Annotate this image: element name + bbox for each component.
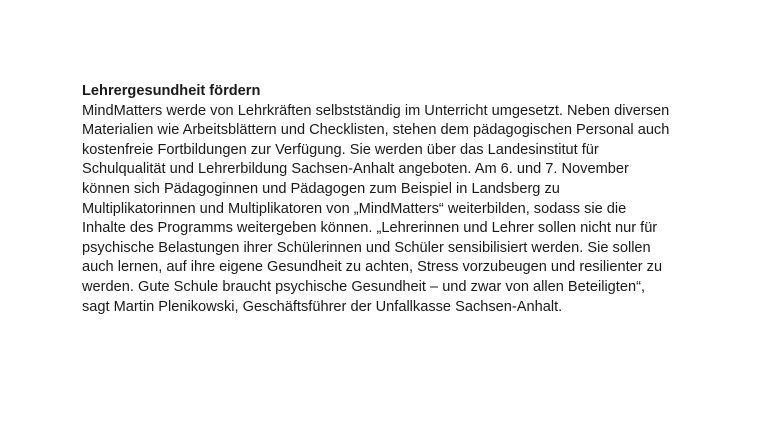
- article-body: [82, 102, 692, 318]
- body-line: MindMatters werde von Lehrkräften selbstständig im Unterricht umgesetzt. Neben diversen: [82, 102, 670, 119]
- body-line: Materialien wie Arbeitsblättern und Checklisten, stehen dem pädagogischen Personal auch: [82, 122, 670, 139]
- body-line: sagt Martin Plenikowski, Geschäftsführer der Unfallkasse Sachsen-Anhalt.: [82, 298, 563, 315]
- body-line: werden. Gute Schule braucht psychische Gesundheit – und zwar von allen Beteiligten“,: [82, 278, 645, 295]
- body-line: psychische Belastungen ihrer Schülerinnen und Schüler sensibilisiert werden. Sie sollen: [82, 239, 651, 256]
- body-line: Schulqualität und Lehrerbildung Sachsen-Anhalt angeboten. Am 6. und 7. November: [82, 161, 629, 178]
- body-line: Inhalte des Programms weitergeben können. „Lehrerinnen und Lehrer sollen nicht nur für: [82, 220, 658, 237]
- article-heading: Lehrergesundheit fördern: [82, 83, 261, 99]
- body-line: können sich Pädagoginnen und Pädagogen zum Beispiel in Landsberg zu: [82, 180, 560, 197]
- article: [82, 82, 692, 317]
- body-line: kostenfreie Fortbildungen zur Verfügung. Sie werden über das Landesinstitut für: [82, 141, 599, 158]
- body-line: Multiplikatorinnen und Multiplikatoren von „MindMatters“ weiterbilden, sodass sie die: [82, 200, 627, 217]
- body-line: auch lernen, auf ihre eigene Gesundheit zu achten, Stress vorzubeugen und resilienter zu: [82, 259, 663, 276]
